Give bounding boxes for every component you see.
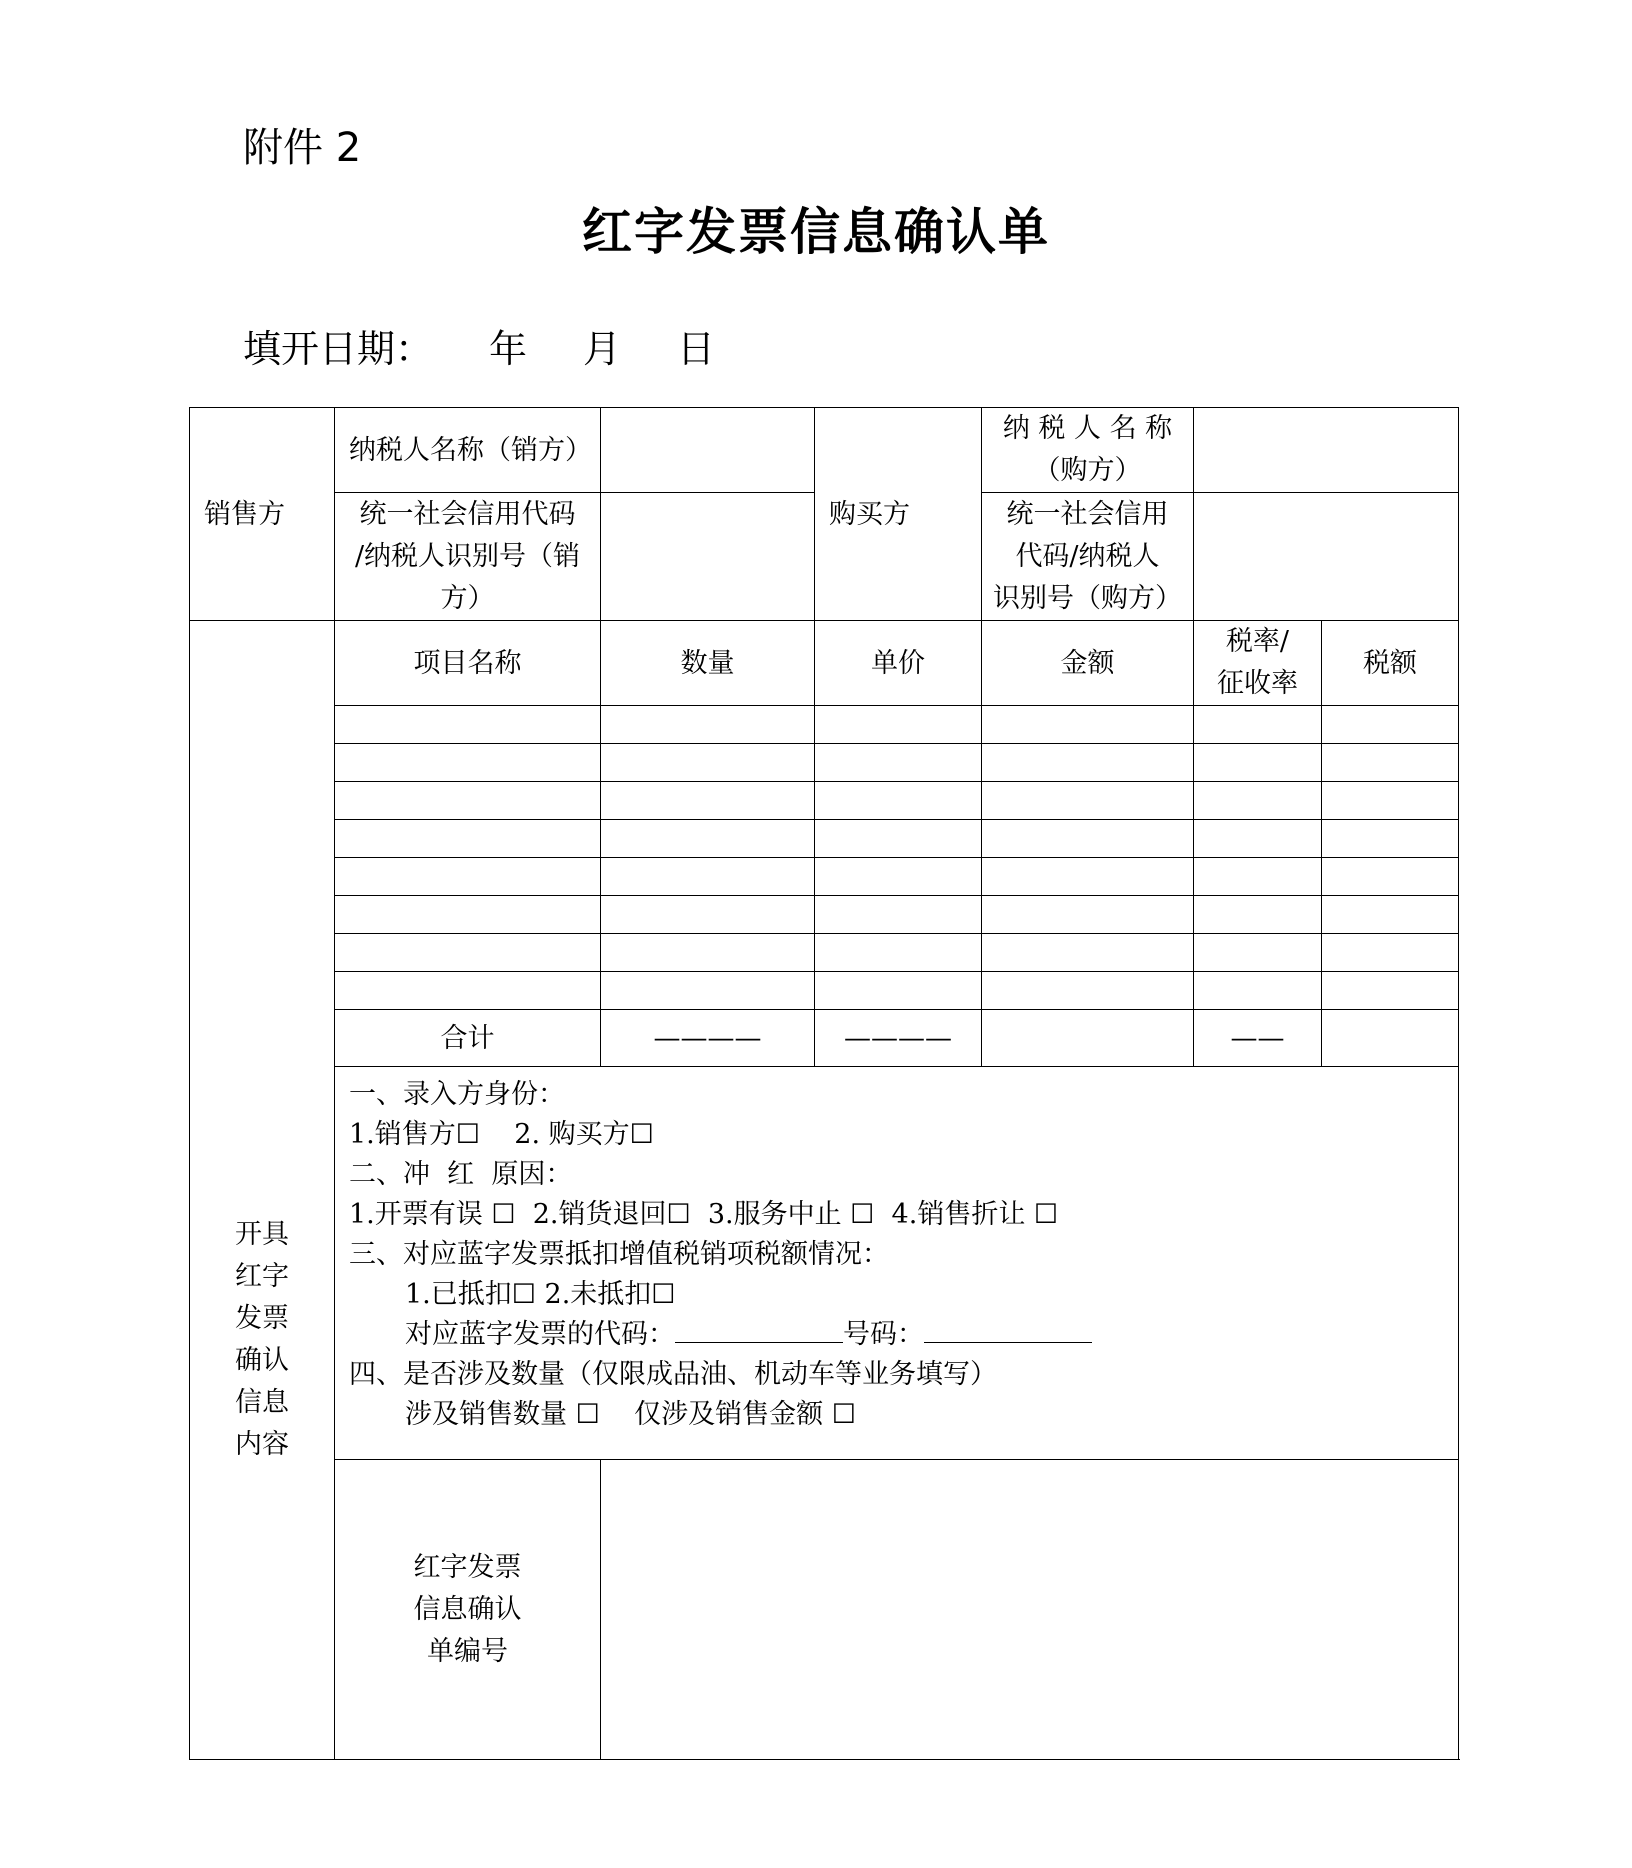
cell[interactable] bbox=[815, 782, 982, 820]
entry-party-options[interactable]: 1.销售方☐ 2. 购买方☐ bbox=[349, 1119, 654, 1150]
cell[interactable] bbox=[1322, 782, 1459, 820]
seller-name-field[interactable] bbox=[601, 408, 815, 493]
table-row bbox=[190, 820, 1459, 858]
buyer-name-label bbox=[982, 408, 1194, 493]
cell[interactable] bbox=[1194, 896, 1322, 934]
seller-name-label: 纳税人名称（销方） bbox=[335, 408, 601, 493]
cell[interactable] bbox=[1322, 820, 1459, 858]
deduction-heading: 三、对应蓝字发票抵扣增值税销项税额情况： bbox=[349, 1239, 889, 1270]
tax-rate-header-line: 税率/ bbox=[1225, 626, 1290, 657]
seller-id-label-line: /纳税人识别号（销 bbox=[354, 540, 581, 572]
cell[interactable] bbox=[1194, 782, 1322, 820]
table-row bbox=[190, 896, 1459, 934]
seller-id-field[interactable] bbox=[601, 493, 815, 621]
date-year: 年 bbox=[489, 327, 528, 371]
quantity-options[interactable]: 涉及销售数量 ☐ 仅涉及销售金额 ☐ bbox=[405, 1399, 856, 1430]
column-header-tax-rate bbox=[1194, 621, 1322, 706]
table-row bbox=[190, 972, 1459, 1010]
cell[interactable] bbox=[815, 972, 982, 1010]
number-label-line: 信息确认 bbox=[413, 1593, 522, 1625]
column-header-unit-price: 单价 bbox=[815, 621, 982, 706]
cell[interactable] bbox=[982, 744, 1194, 782]
section-label-line: 红字 bbox=[235, 1261, 289, 1292]
table-row bbox=[190, 934, 1459, 972]
red-invoice-form-table bbox=[189, 407, 1459, 1760]
section-label-line: 信息 bbox=[235, 1387, 289, 1418]
confirmation-number-label bbox=[335, 1460, 601, 1760]
total-unit-price: ———— bbox=[815, 1010, 982, 1067]
cell[interactable] bbox=[335, 934, 601, 972]
total-tax-rate: —— bbox=[1194, 1010, 1322, 1067]
cell[interactable] bbox=[601, 782, 815, 820]
table-row bbox=[190, 858, 1459, 896]
cell[interactable] bbox=[815, 858, 982, 896]
cell[interactable] bbox=[982, 706, 1194, 744]
cell[interactable] bbox=[335, 744, 601, 782]
fill-date-line bbox=[243, 318, 715, 373]
date-month: 月 bbox=[583, 327, 622, 371]
cell[interactable] bbox=[335, 858, 601, 896]
buyer-id-label-line: 识别号（购方） bbox=[993, 582, 1182, 614]
cell[interactable] bbox=[1194, 820, 1322, 858]
cell[interactable] bbox=[1322, 934, 1459, 972]
cell[interactable] bbox=[1194, 934, 1322, 972]
cell[interactable] bbox=[982, 934, 1194, 972]
cell[interactable] bbox=[335, 972, 601, 1010]
cell[interactable] bbox=[982, 820, 1194, 858]
buyer-id-label bbox=[982, 493, 1194, 621]
cell[interactable] bbox=[982, 782, 1194, 820]
total-tax[interactable] bbox=[1322, 1010, 1459, 1067]
cell[interactable] bbox=[815, 934, 982, 972]
seller-id-label-line: 方） bbox=[440, 582, 495, 614]
date-day: 日 bbox=[677, 327, 716, 371]
cell[interactable] bbox=[601, 820, 815, 858]
table-row bbox=[190, 706, 1459, 744]
options-block bbox=[335, 1067, 1459, 1460]
cell[interactable] bbox=[815, 896, 982, 934]
cell[interactable] bbox=[1194, 744, 1322, 782]
number-label-line: 单编号 bbox=[427, 1635, 508, 1667]
cell[interactable] bbox=[1322, 972, 1459, 1010]
cell[interactable] bbox=[815, 706, 982, 744]
cell[interactable] bbox=[601, 744, 815, 782]
section-label-line: 开具 bbox=[235, 1219, 289, 1250]
table-row bbox=[190, 744, 1459, 782]
blue-invoice-number-field[interactable] bbox=[924, 1320, 1092, 1343]
buyer-id-label-line: 代码/纳税人 bbox=[1015, 540, 1160, 572]
cell[interactable] bbox=[1322, 896, 1459, 934]
total-label: 合计 bbox=[335, 1010, 601, 1067]
buyer-id-label-line: 统一社会信用 bbox=[1006, 498, 1169, 530]
total-row bbox=[190, 1010, 1459, 1067]
confirmation-number-field[interactable] bbox=[601, 1460, 1459, 1760]
cell[interactable] bbox=[335, 706, 601, 744]
cell[interactable] bbox=[982, 896, 1194, 934]
cell[interactable] bbox=[601, 706, 815, 744]
date-label: 填开日期： bbox=[243, 327, 434, 371]
seller-label: 销售方 bbox=[190, 408, 335, 621]
attachment-label: 附件 2 bbox=[243, 125, 362, 171]
seller-id-label-line: 统一社会信用代码 bbox=[359, 498, 576, 530]
cell[interactable] bbox=[982, 858, 1194, 896]
cell[interactable] bbox=[335, 820, 601, 858]
buyer-id-field[interactable] bbox=[1194, 493, 1459, 621]
entry-party-heading: 一、录入方身份： bbox=[349, 1079, 565, 1110]
blue-invoice-code-field[interactable] bbox=[675, 1320, 843, 1343]
column-header-quantity: 数量 bbox=[601, 621, 815, 706]
red-reason-heading: 二、冲 红 原因： bbox=[349, 1159, 573, 1190]
cell[interactable] bbox=[1194, 858, 1322, 896]
blue-invoice-number-label: 号码： bbox=[843, 1319, 924, 1350]
number-label-line: 红字发票 bbox=[413, 1551, 522, 1583]
cell[interactable] bbox=[335, 782, 601, 820]
buyer-name-field[interactable] bbox=[1194, 408, 1459, 493]
confirmation-content-label bbox=[190, 621, 335, 1760]
column-header-item-name: 项目名称 bbox=[335, 621, 601, 706]
cell[interactable] bbox=[982, 972, 1194, 1010]
cell[interactable] bbox=[601, 972, 815, 1010]
cell[interactable] bbox=[1194, 706, 1322, 744]
section-label-line: 发票 bbox=[235, 1303, 289, 1334]
section-label-line: 确认 bbox=[235, 1345, 289, 1376]
blue-invoice-line bbox=[349, 1315, 1458, 1355]
cell[interactable] bbox=[1322, 706, 1459, 744]
table-row bbox=[190, 782, 1459, 820]
blue-invoice-code-label: 对应蓝字发票的代码： bbox=[405, 1319, 675, 1350]
cell[interactable] bbox=[601, 858, 815, 896]
cell[interactable] bbox=[601, 896, 815, 934]
tax-rate-header-line: 征收率 bbox=[1217, 668, 1298, 699]
buyer-name-label-line: （购方） bbox=[1033, 455, 1142, 486]
cell[interactable] bbox=[1194, 972, 1322, 1010]
cell[interactable] bbox=[1322, 744, 1459, 782]
column-header-tax: 税额 bbox=[1322, 621, 1459, 706]
total-amount[interactable] bbox=[982, 1010, 1194, 1067]
section-label-line: 内容 bbox=[235, 1429, 289, 1460]
total-quantity: ———— bbox=[601, 1010, 815, 1067]
column-header-amount: 金额 bbox=[982, 621, 1194, 706]
cell[interactable] bbox=[815, 744, 982, 782]
cell[interactable] bbox=[335, 896, 601, 934]
seller-id-label bbox=[335, 493, 601, 621]
form-title: 红字发票信息确认单 bbox=[582, 202, 1050, 261]
cell[interactable] bbox=[1322, 858, 1459, 896]
quantity-heading: 四、是否涉及数量（仅限成品油、机动车等业务填写） bbox=[349, 1359, 997, 1390]
cell[interactable] bbox=[601, 934, 815, 972]
red-reason-options[interactable]: 1.开票有误 ☐ 2.销货退回☐ 3.服务中止 ☐ 4.销售折让 ☐ bbox=[349, 1199, 1059, 1230]
deduction-options[interactable]: 1.已抵扣☐ 2.未抵扣☐ bbox=[405, 1279, 676, 1310]
buyer-label: 购买方 bbox=[815, 408, 982, 621]
cell[interactable] bbox=[815, 820, 982, 858]
buyer-name-label-line: 纳 税 人 名 称 bbox=[1002, 413, 1173, 444]
